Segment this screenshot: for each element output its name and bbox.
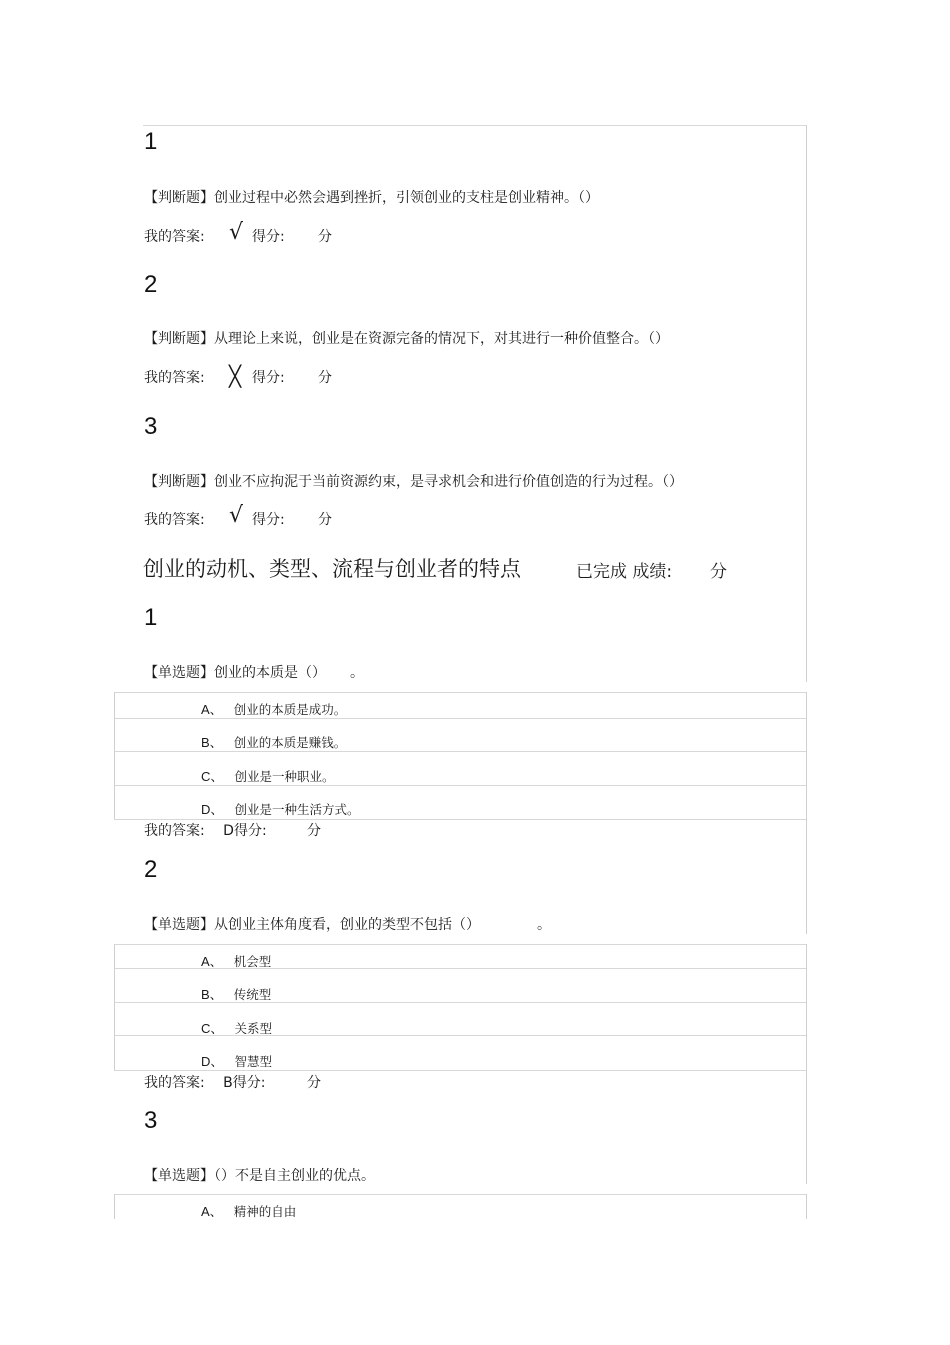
answer-line (144, 820, 267, 840)
score-label: 得分: (252, 512, 285, 528)
option-letter: B、 (201, 987, 223, 1002)
right-border-upper (806, 125, 807, 682)
options-right-border (806, 1194, 807, 1219)
question-type-tag: 【判断题】 (144, 331, 214, 347)
option-row[interactable] (201, 1051, 272, 1070)
option-letter: B、 (201, 735, 223, 750)
question-body: 创业过程中必然会遇到挫折，引领创业的支柱是创业精神。（） (214, 190, 599, 206)
question-end: 。 (537, 917, 551, 933)
option-letter: A、 (201, 1204, 223, 1219)
question-type-tag: 【单选题】 (144, 917, 214, 933)
answer-label: 我的答案: (144, 229, 205, 245)
question-type-tag: 【判断题】 (144, 190, 214, 206)
question-number: 1 (144, 604, 158, 631)
options-left-border (114, 692, 115, 819)
option-text: 传统型 (233, 987, 272, 1002)
score-unit: 分 (307, 1075, 321, 1091)
question-type-tag: 【单选题】 (144, 665, 214, 681)
answer-line (144, 509, 205, 529)
option-text: 创业是一种生活方式。 (234, 802, 360, 817)
option-letter: C、 (201, 1021, 224, 1036)
answer-value: D (223, 823, 234, 839)
score-unit: 分 (318, 512, 332, 528)
question-text (144, 662, 326, 682)
cross-mark-icon: ╳ (229, 364, 242, 388)
option-divider (114, 751, 806, 752)
question-type-tag: 【单选题】 (144, 1168, 214, 1184)
question-text (144, 471, 683, 491)
question-number: 2 (144, 856, 158, 883)
section-score-unit: 分 (710, 562, 727, 582)
question-type-tag: 【判断题】 (144, 474, 214, 490)
question-number: 3 (144, 1107, 158, 1134)
option-letter: D、 (201, 802, 224, 817)
option-divider (114, 692, 806, 693)
question-number: 3 (144, 413, 158, 440)
answer-label: 我的答案: (144, 823, 205, 839)
option-divider (114, 944, 806, 945)
option-row[interactable] (201, 699, 346, 718)
question-text (144, 328, 669, 348)
option-letter: C、 (201, 769, 224, 784)
question-text (144, 914, 480, 934)
section-title: 创业的动机、类型、流程与创业者的特点 (143, 557, 521, 581)
option-text: 创业的本质是成功。 (233, 702, 347, 717)
score-unit: 分 (318, 229, 332, 245)
section-status: 已完成 成绩: (576, 562, 673, 582)
option-letter: D、 (201, 1054, 224, 1069)
question-number: 1 (144, 128, 158, 155)
question-body: （）不是自主创业的优点。 (214, 1168, 375, 1184)
question-body: 从理论上来说，创业是在资源完备的情况下，对其进行一种价值整合。（） (214, 331, 669, 347)
score-unit: 分 (318, 370, 332, 386)
option-divider (114, 718, 806, 719)
option-text: 精神的自由 (233, 1204, 297, 1219)
answer-line (144, 367, 205, 387)
check-mark-icon: √ (229, 220, 244, 245)
score-unit: 分 (307, 823, 321, 839)
option-text: 机会型 (233, 954, 272, 969)
answer-line (144, 226, 205, 246)
answer-value: B (223, 1075, 233, 1091)
option-text: 创业的本质是赚钱。 (233, 735, 347, 750)
question-text (144, 1165, 375, 1185)
score-label: 得分: (232, 1075, 266, 1091)
question-number: 2 (144, 271, 158, 298)
option-divider (114, 1070, 806, 1071)
options-right-border (806, 692, 807, 934)
answer-label: 我的答案: (144, 512, 205, 528)
option-row[interactable] (201, 732, 346, 751)
option-divider (114, 785, 806, 786)
question-body: 从创业主体角度看，创业的类型不包括（） (214, 917, 480, 933)
options-right-border (806, 944, 807, 1184)
option-row[interactable] (201, 1201, 296, 1220)
question-end: 。 (350, 665, 364, 681)
score-label: 得分: (252, 229, 285, 245)
question-body: 创业的本质是（） (214, 665, 326, 681)
option-text: 关系型 (234, 1021, 272, 1036)
answer-label: 我的答案: (144, 1075, 205, 1091)
option-divider (114, 1194, 806, 1195)
option-text: 智慧型 (234, 1054, 272, 1069)
option-letter: A、 (201, 954, 223, 969)
option-letter: A、 (201, 702, 223, 717)
answer-label: 我的答案: (144, 370, 205, 386)
option-row[interactable] (201, 799, 360, 818)
options-left-border (114, 1194, 115, 1219)
top-border (143, 125, 807, 126)
question-body: 创业不应拘泥于当前资源约束，是寻求机会和进行价值创造的行为过程。（） (214, 474, 683, 490)
option-row[interactable] (201, 951, 271, 970)
option-row[interactable] (201, 1018, 272, 1037)
options-left-border (114, 944, 115, 1070)
check-mark-icon: √ (229, 503, 244, 528)
answer-line (144, 1072, 266, 1092)
question-text (144, 187, 599, 207)
option-row[interactable] (201, 766, 335, 785)
option-text: 创业是一种职业。 (234, 769, 335, 784)
score-label: 得分: (252, 370, 285, 386)
option-row[interactable] (201, 984, 271, 1003)
score-label: 得分: (233, 823, 267, 839)
